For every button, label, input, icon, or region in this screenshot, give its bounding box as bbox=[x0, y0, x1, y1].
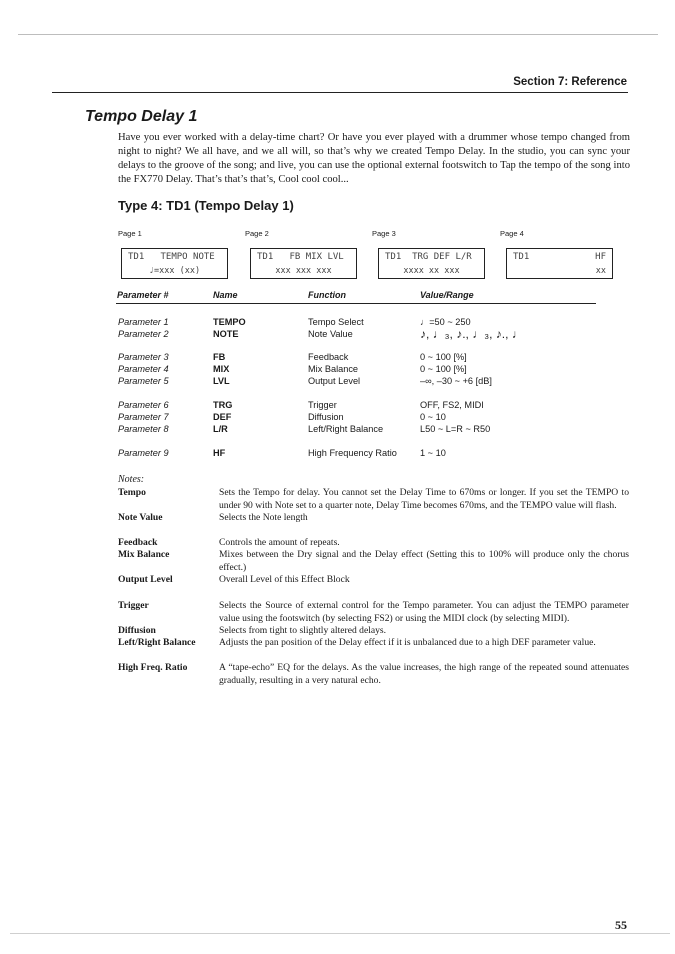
param-function: High Frequency Ratio bbox=[308, 448, 397, 458]
lcd-page-1 bbox=[121, 248, 228, 279]
param-number: Parameter 1 bbox=[118, 317, 169, 327]
param-function: Output Level bbox=[308, 376, 361, 386]
param-value: 0 ~ 100 [%] bbox=[420, 364, 467, 374]
param-function: Trigger bbox=[308, 400, 337, 410]
param-row bbox=[0, 376, 675, 388]
param-function: Diffusion bbox=[308, 412, 344, 422]
lcd-line-1-right: HF bbox=[595, 252, 606, 262]
param-value: 0 ~ 100 [%] bbox=[420, 352, 467, 362]
param-row bbox=[0, 352, 675, 364]
note-description: Overall Level of this Effect Block bbox=[219, 574, 350, 585]
param-row bbox=[0, 448, 675, 460]
note-term: Feedback bbox=[118, 537, 158, 548]
param-number: Parameter 7 bbox=[118, 412, 169, 422]
param-name: NOTE bbox=[213, 329, 239, 339]
lcd-line-2: xxx xxx xxx bbox=[275, 266, 332, 276]
param-function: Mix Balance bbox=[308, 364, 359, 374]
param-name: TRG bbox=[213, 400, 233, 410]
param-name: TEMPO bbox=[213, 317, 246, 327]
section-label: Section 7: Reference bbox=[513, 76, 627, 88]
note-term: Trigger bbox=[118, 600, 149, 611]
notes-title: Notes: bbox=[118, 474, 145, 485]
bottom-rule bbox=[10, 933, 670, 934]
param-number: Parameter 8 bbox=[118, 424, 169, 434]
lcd-line-2: xxxx xx xxx bbox=[403, 266, 460, 276]
param-number: Parameter 3 bbox=[118, 352, 169, 362]
lcd-page-2 bbox=[250, 248, 357, 279]
header-name: Name bbox=[213, 290, 238, 300]
param-value: 0 ~ 10 bbox=[420, 412, 446, 422]
param-number: Parameter 9 bbox=[118, 448, 169, 458]
param-function: Note Value bbox=[308, 329, 353, 339]
param-number: Parameter 5 bbox=[118, 376, 169, 386]
page-label-1: Page 1 bbox=[118, 229, 142, 238]
note-term: Note Value bbox=[118, 512, 163, 523]
note-term: Mix Balance bbox=[118, 549, 170, 560]
note-term: Output Level bbox=[118, 574, 173, 585]
lcd-line-1: TD1 FB MIX LVL bbox=[257, 252, 344, 262]
param-value: L50 ~ L=R ~ R50 bbox=[420, 424, 491, 434]
param-value: ♩=50 ~ 250 bbox=[420, 317, 471, 327]
param-value: 1 ~ 10 bbox=[420, 448, 446, 458]
param-value: –∞, –30 ~ +6 [dB] bbox=[420, 376, 492, 386]
page-label-4: Page 4 bbox=[500, 229, 524, 238]
header-parameter: Parameter # bbox=[117, 290, 169, 300]
header-value-range: Value/Range bbox=[420, 290, 474, 300]
param-row bbox=[0, 412, 675, 424]
param-function: Left/Right Balance bbox=[308, 424, 384, 434]
lcd-page-3 bbox=[378, 248, 485, 279]
lcd-page-4 bbox=[506, 248, 613, 279]
param-number: Parameter 2 bbox=[118, 329, 169, 339]
lcd-line-1: TD1 TRG DEF L/R bbox=[385, 252, 472, 262]
table-header-rule bbox=[116, 303, 596, 304]
page-label-3: Page 3 bbox=[372, 229, 396, 238]
param-number: Parameter 6 bbox=[118, 400, 169, 410]
param-row bbox=[0, 329, 675, 341]
page-label-2: Page 2 bbox=[245, 229, 269, 238]
note-description: Controls the amount of repeats. bbox=[219, 537, 340, 548]
note-description: Selects the Source of external control for the Tempo parameter. You can adjust the TEMPO parameter value using the footswitch (by selecting FS2) or using the MIDI clock (by selecting MIDI). bbox=[219, 600, 629, 624]
note-term: High Freq. Ratio bbox=[118, 662, 188, 673]
param-name: L/R bbox=[213, 424, 228, 434]
note-term: Left/Right Balance bbox=[118, 637, 196, 648]
section-rule bbox=[52, 92, 628, 93]
lcd-line-2-right: xx bbox=[595, 266, 606, 276]
note-description: Adjusts the pan position of the Delay effect if it is unbalanced due to a high DEF parameter value. bbox=[219, 637, 596, 648]
type-heading: Type 4: TD1 (Tempo Delay 1) bbox=[118, 198, 294, 213]
param-number: Parameter 4 bbox=[118, 364, 169, 374]
note-description: Sets the Tempo for delay. You cannot set the Delay Time to 670ms or longer. If you set the TEMPO to under 90 with Note set to a quarter note, Delay Time becomes 670ms, and the TEMPO value will flash. bbox=[219, 487, 629, 511]
param-row bbox=[0, 424, 675, 436]
page-number: 55 bbox=[615, 918, 627, 932]
lcd-line-2: ♩=xxx (xx) bbox=[148, 266, 201, 276]
param-name: DEF bbox=[213, 412, 232, 422]
param-function: Feedback bbox=[308, 352, 349, 362]
lcd-line-1: TD1 bbox=[513, 252, 530, 262]
note-term: Tempo bbox=[118, 487, 146, 498]
param-value: OFF, FS2, MIDI bbox=[420, 400, 484, 410]
lcd-line-1: TD1 TEMPO NOTE bbox=[128, 252, 215, 262]
note-description: Selects the Note length bbox=[219, 512, 308, 523]
intro-paragraph: Have you ever worked with a delay-time chart? Or have you ever played with a drummer whose tempo changed from night to night? We all have, and we all will, so that’s why we created Tempo Delay. In the studio, you can sync your delays to the groove of the song; and live, you can use the optional external footswitch to Tap the tempo of the song into the FX770 Delay. That’s that’s that’s, Cool cool cool... bbox=[118, 132, 630, 185]
note-description: A “tape-echo” EQ for the delays. As the value increases, the high range of the repeated sound attenuates gradually, resulting in a very natural echo. bbox=[219, 662, 629, 686]
top-rule bbox=[18, 34, 658, 35]
note-term: Diffusion bbox=[118, 625, 156, 636]
page-title: Tempo Delay 1 bbox=[85, 108, 198, 125]
param-name: LVL bbox=[213, 376, 230, 386]
param-name: HF bbox=[213, 448, 226, 458]
param-function: Tempo Select bbox=[308, 317, 364, 327]
param-value: ♪, ♩₃, ♪., ♩₃, ♪., ♩ bbox=[420, 327, 524, 341]
param-row bbox=[0, 400, 675, 412]
param-row bbox=[0, 364, 675, 376]
note-description: Selects from tight to slightly altered delays. bbox=[219, 625, 387, 636]
header-function: Function bbox=[308, 290, 346, 300]
param-name: FB bbox=[213, 352, 226, 362]
param-row bbox=[0, 317, 675, 329]
note-description: Mixes between the Dry signal and the Delay effect (Setting this to 100% will produce only the chorus effect.) bbox=[219, 549, 629, 573]
param-name: MIX bbox=[213, 364, 230, 374]
